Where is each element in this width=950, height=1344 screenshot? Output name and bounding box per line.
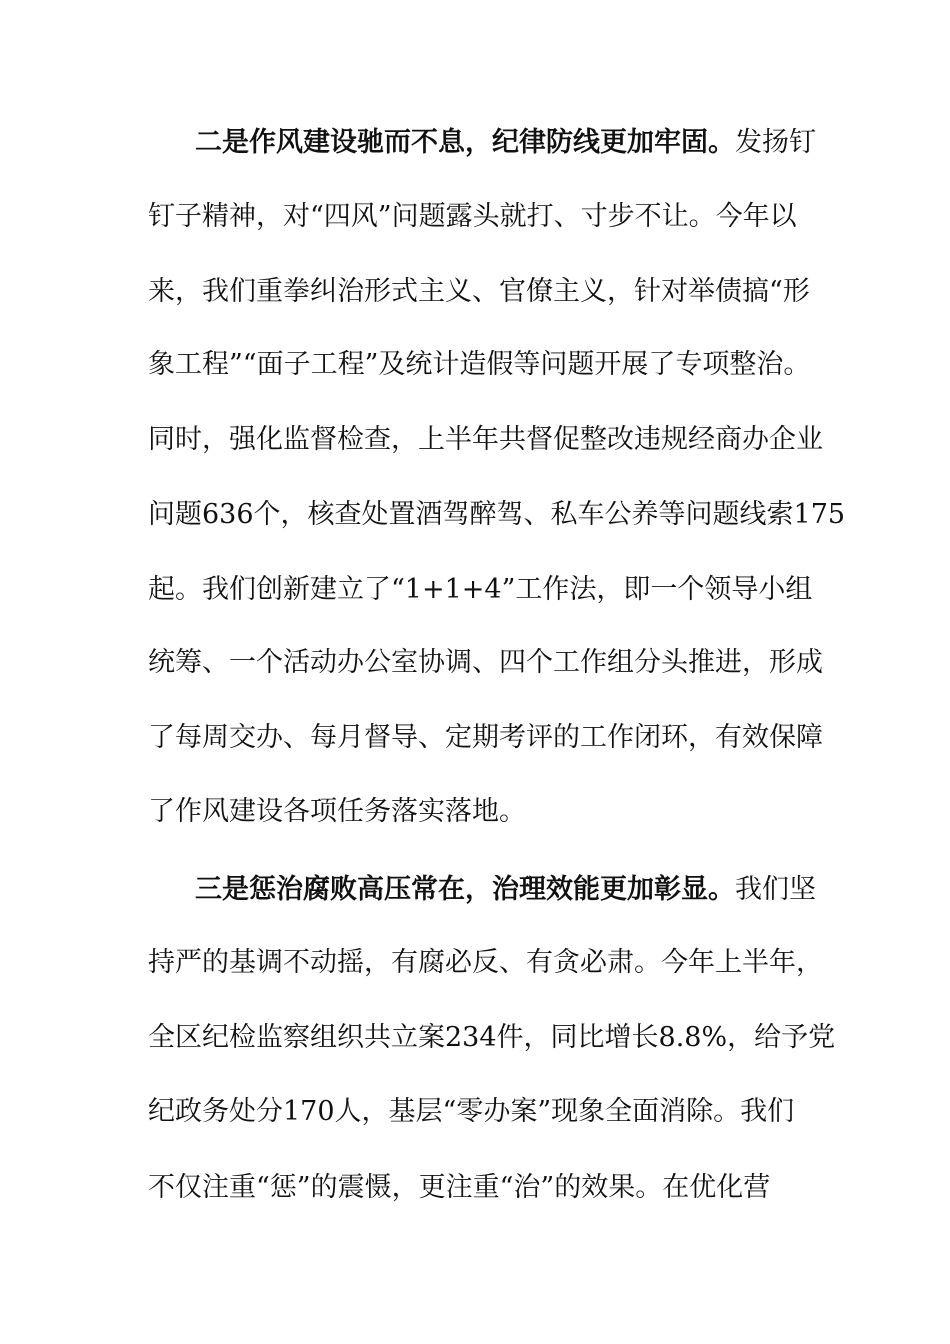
text: 我们坚 xyxy=(735,874,816,905)
paragraph-1-line-9: 了每周交办、每月督导、定期考评的工作闭环，有效保障 xyxy=(148,722,823,753)
paragraph-1-line-5: 同时，强化监督检查，上半年共督促整改违规经商办企业 xyxy=(148,424,823,455)
paragraph-1-heading: 二是作风建设驰而不息，纪律防线更加牢固。 xyxy=(195,127,735,158)
paragraph-2-line-2: 持严的基调不动摇，有腐必反、有贪必肃。今年上半年， xyxy=(148,947,823,978)
text: 发扬钉 xyxy=(735,127,816,158)
paragraph-1-line-8: 统筹、一个活动办公室协调、四个工作组分头推进，形成 xyxy=(148,647,823,678)
paragraph-2-heading: 三是惩治腐败高压常在，治理效能更加彰显。 xyxy=(195,874,735,905)
paragraph-1-line-1 xyxy=(195,127,816,159)
paragraph-2-line-3: 全区纪检监察组织共立案234件，同比增长8.8%，给予党 xyxy=(148,1022,836,1053)
paragraph-2-line-1 xyxy=(195,874,816,906)
paragraph-1-line-2: 钉子精神，对“四风”问题露头就打、寸步不让。今年以 xyxy=(148,201,797,232)
paragraph-1-line-3: 来，我们重拳纠治形式主义、官僚主义，针对举债搞“形 xyxy=(148,276,810,307)
paragraph-1-line-7: 起。我们创新建立了“1+1+4”工作法，即一个领导小组 xyxy=(148,574,813,605)
paragraph-2-line-4: 纪政务处分170人，基层“零办案”现象全面消除。我们 xyxy=(148,1096,795,1127)
paragraph-1-line-4: 象工程”“面子工程”及统计造假等问题开展了专项整治。 xyxy=(148,349,811,380)
paragraph-2-line-5: 不仅注重“惩”的震慑，更注重“治”的效果。在优化营 xyxy=(148,1172,771,1203)
paragraph-1-line-6: 问题636个，核查处置酒驾醉驾、私车公养等问题线索175 xyxy=(148,499,846,530)
paragraph-1-line-10: 了作风建设各项任务落实落地。 xyxy=(148,796,526,827)
